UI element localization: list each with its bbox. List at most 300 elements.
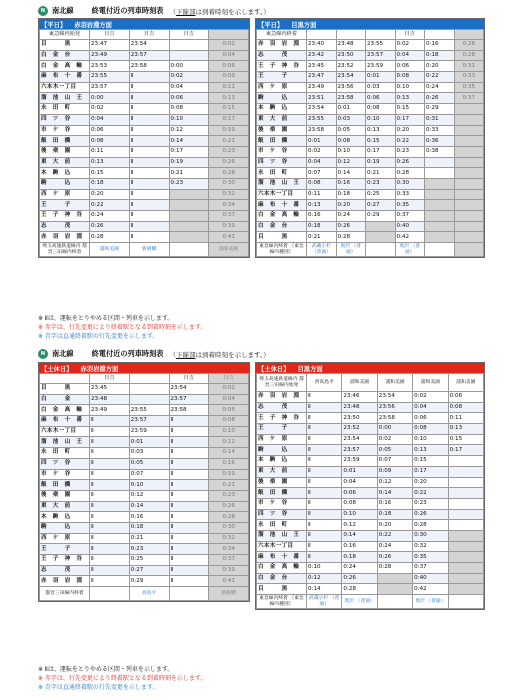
departure-time: 0:28	[90, 232, 130, 243]
departure-time: 0:12	[129, 490, 169, 501]
header-cell: 東急線内終着	[257, 30, 307, 40]
departure-time	[169, 211, 209, 222]
departure-time: 0:04	[307, 157, 337, 168]
table-row	[40, 437, 249, 448]
terminal-cell: 武蔵小杉 （普通）	[307, 243, 337, 257]
departure-time: 0:18	[425, 50, 455, 61]
day-type-label: 【平日】	[258, 21, 284, 29]
header-cell: 日吉	[90, 374, 130, 384]
departure-time: 0:15	[413, 456, 448, 467]
departure-time: 23:54	[307, 104, 337, 115]
departure-time: 0:14	[377, 488, 412, 499]
departure-time	[454, 146, 484, 157]
departure-time: Ⅱ	[169, 480, 209, 491]
station-name: 六本木一丁目	[40, 426, 90, 437]
table-row	[257, 114, 484, 125]
departure-time	[366, 232, 396, 243]
station-name: 永 田 町	[257, 520, 307, 531]
departure-time: 0:21	[307, 232, 337, 243]
station-name: 六本木一丁目	[40, 82, 90, 93]
departure-time	[454, 211, 484, 222]
station-name: 東 大 前	[40, 501, 90, 512]
station-name: 溜 池 山 王	[40, 437, 90, 448]
departure-time: Ⅱ	[307, 488, 342, 499]
departure-time	[454, 168, 484, 179]
departure-time: 0:16	[307, 211, 337, 222]
departure-time: 0:18	[129, 522, 169, 533]
table-row	[40, 125, 249, 136]
departure-time: 23:57	[366, 50, 396, 61]
departure-time: 0:07	[377, 456, 412, 467]
departure-time: 23:56	[377, 402, 412, 413]
terminal-row	[257, 243, 484, 257]
notes-weekday	[38, 314, 206, 341]
departure-time: Ⅱ	[169, 544, 209, 555]
timetable	[39, 373, 249, 601]
departure-time: 0:37	[395, 211, 425, 222]
departure-time: 0:26	[209, 157, 249, 168]
departure-time	[454, 200, 484, 211]
departure-time: Ⅱ	[129, 232, 169, 243]
departure-time: Ⅱ	[307, 509, 342, 520]
departure-time: 0:26	[336, 221, 366, 232]
station-name: 飯 田 橋	[40, 136, 90, 147]
departure-time: 0:02	[413, 392, 448, 403]
note-line: ※ 青字は直通終着駅の行先変更を示します。	[38, 333, 159, 340]
terminal-cell	[169, 587, 209, 601]
station-name: 目 黒	[40, 384, 90, 395]
terminal-row	[40, 587, 249, 601]
departure-time: 23:49	[90, 50, 130, 61]
station-name: 白 金 高 輪	[40, 61, 90, 72]
departure-time	[448, 520, 483, 531]
departure-time: 0:20	[377, 520, 412, 531]
terminal-cell: 東急線内終着 （東急線内種別）	[257, 243, 307, 257]
departure-time: 0:11	[209, 82, 249, 93]
departure-time: 23:46	[342, 392, 377, 403]
departure-time: 0:39	[209, 221, 249, 232]
departure-time: 0:26	[342, 573, 377, 584]
departure-time: 0:09	[209, 72, 249, 83]
station-name: 四 ツ 谷	[257, 157, 307, 168]
table-row	[257, 456, 484, 467]
departure-time: 23:50	[336, 50, 366, 61]
departure-time: Ⅱ	[129, 72, 169, 83]
terminal-cell: 新板橋	[129, 243, 169, 257]
departure-time: 0:19	[366, 157, 396, 168]
departure-time: 23:48	[90, 394, 130, 405]
departure-time: 0:33	[395, 189, 425, 200]
departure-time	[454, 104, 484, 115]
departure-time	[448, 456, 483, 467]
departure-time: 0:06	[209, 61, 249, 72]
table-row	[40, 565, 249, 576]
departure-time: 0:27	[129, 565, 169, 576]
departure-time: 0:05	[336, 125, 366, 136]
departure-time: 0:37	[209, 555, 249, 566]
table-row	[40, 200, 249, 211]
departure-time: 0:30	[209, 178, 249, 189]
departure-time: 0:04	[342, 477, 377, 488]
departure-time: 0:24	[342, 563, 377, 574]
departure-time: 0:28	[377, 563, 412, 574]
station-name: 四 ツ 谷	[257, 509, 307, 520]
departure-time: 0:19	[169, 157, 209, 168]
departure-time: 0:16	[336, 178, 366, 189]
departure-time: 0:08	[413, 424, 448, 435]
table-row	[257, 104, 484, 115]
table-row	[40, 458, 249, 469]
departure-time: 0:15	[209, 104, 249, 115]
departure-time: Ⅱ	[169, 469, 209, 480]
departure-time: 23:49	[90, 405, 130, 416]
station-name: 王 子 神 谷	[257, 413, 307, 424]
departure-time: 0:25	[129, 555, 169, 566]
station-name: 西 ケ 原	[40, 189, 90, 200]
departure-time: 0:30	[395, 178, 425, 189]
departure-time: 0:17	[209, 114, 249, 125]
departure-time: 0:34	[209, 200, 249, 211]
table-row	[257, 221, 484, 232]
departure-time: 0:06	[366, 93, 396, 104]
departure-time: Ⅱ	[307, 445, 342, 456]
departure-time: 0:10	[169, 114, 209, 125]
departure-time: 0:29	[425, 104, 455, 115]
departure-time: 0:08	[395, 72, 425, 83]
departure-time: Ⅱ	[129, 200, 169, 211]
departure-time: 23:49	[307, 82, 337, 93]
station-name: 赤 羽 岩 淵	[257, 40, 307, 51]
departure-time: 0:24	[425, 82, 455, 93]
station-name: 王 子	[257, 424, 307, 435]
table-row	[40, 168, 249, 179]
header-cell	[209, 30, 249, 40]
line-name: 南北線	[52, 6, 74, 15]
departure-time: 23:56	[336, 82, 366, 93]
departure-time	[425, 189, 455, 200]
direction-label: 目黒方面	[291, 21, 317, 29]
departure-time: 23:54	[129, 40, 169, 51]
departure-time: 23:40	[307, 40, 337, 51]
departure-time: 0:15	[90, 168, 130, 179]
panel-weekday-meguro	[255, 18, 485, 258]
departure-time: 23:48	[342, 402, 377, 413]
station-name: 志 茂	[40, 221, 90, 232]
departure-time: 0:41	[209, 232, 249, 243]
table-row	[257, 40, 484, 51]
departure-time: 0:15	[366, 136, 396, 147]
header-cell	[129, 374, 169, 384]
departure-time: 0:12	[307, 573, 342, 584]
departure-time: 0:36	[425, 136, 455, 147]
departure-time: 0:28	[413, 520, 448, 531]
terminal-cell: 高島平	[129, 587, 169, 601]
departure-time	[425, 200, 455, 211]
station-name: 後 楽 園	[40, 146, 90, 157]
departure-time: 23:57	[90, 82, 130, 93]
departure-time: 0:35	[413, 552, 448, 563]
departure-time: 0:05	[209, 405, 249, 416]
departure-time: Ⅱ	[307, 552, 342, 563]
departure-time	[454, 232, 484, 243]
table-row	[257, 125, 484, 136]
departure-time	[448, 584, 483, 595]
departure-time: Ⅱ	[129, 178, 169, 189]
table-row	[257, 530, 484, 541]
departure-time: 0:12	[377, 477, 412, 488]
departure-time: Ⅱ	[307, 413, 342, 424]
terminal-cell	[454, 243, 484, 257]
station-name: 志 茂	[40, 565, 90, 576]
departure-time: 0:20	[336, 200, 366, 211]
departure-time: 0:02	[169, 72, 209, 83]
header-cell: 浦和美園	[342, 374, 377, 392]
departure-time: 0:04	[413, 402, 448, 413]
departure-time: 0:23	[129, 544, 169, 555]
departure-time: 0:08	[342, 498, 377, 509]
departure-time: 0:13	[395, 93, 425, 104]
departure-time: 0:24	[377, 541, 412, 552]
station-name: 白 金 高 輪	[40, 405, 90, 416]
departure-time: 0:06	[395, 61, 425, 72]
departure-time: Ⅱ	[90, 469, 130, 480]
table-row	[40, 157, 249, 168]
departure-time: 0:20	[413, 477, 448, 488]
station-name: 赤 羽 岩 淵	[257, 392, 307, 403]
table-row	[40, 480, 249, 491]
departure-time: 0:29	[129, 576, 169, 587]
departure-time	[169, 50, 209, 61]
station-name: 六本木一丁目	[257, 189, 307, 200]
departure-time: 0:06	[342, 488, 377, 499]
departure-time	[366, 221, 396, 232]
departure-time: 0:02	[395, 40, 425, 51]
departure-time	[448, 552, 483, 563]
departure-time: 0:37	[209, 211, 249, 222]
station-name: 駒 込	[257, 93, 307, 104]
table-row	[257, 563, 484, 574]
table-row	[40, 40, 249, 51]
departure-time: 0:10	[395, 82, 425, 93]
table-row	[40, 50, 249, 61]
station-name: 王 子 神 谷	[40, 555, 90, 566]
departure-time: 0:00	[169, 61, 209, 72]
departure-time: 23:42	[307, 50, 337, 61]
header-cell: 日吉	[169, 30, 209, 40]
table-row	[257, 157, 484, 168]
departure-time: 23:54	[169, 384, 209, 395]
departure-time	[454, 157, 484, 168]
departure-time: 0:23	[395, 146, 425, 157]
station-name: 本 駒 込	[40, 168, 90, 179]
table-row	[257, 584, 484, 595]
departure-time: 0:26	[90, 221, 130, 232]
departure-time: Ⅱ	[90, 490, 130, 501]
departure-time: 0:06	[413, 413, 448, 424]
departure-time: Ⅱ	[169, 533, 209, 544]
terminal-cell	[425, 243, 455, 257]
table-row	[40, 533, 249, 544]
table-row	[257, 541, 484, 552]
station-name: 白 金 台	[257, 573, 307, 584]
header-cell: 日吉	[90, 30, 130, 40]
note-line: ※ 赤字は、行先変更により終着駅となる到着時刻を示します。	[38, 324, 207, 331]
departure-time: 0:14	[129, 501, 169, 512]
departure-time: Ⅱ	[307, 434, 342, 445]
table-row	[257, 82, 484, 93]
departure-time: 0:28	[209, 512, 249, 523]
departure-time: 0:02	[307, 146, 337, 157]
departure-time: Ⅱ	[129, 146, 169, 157]
departure-time: 0:18	[307, 221, 337, 232]
table-row	[40, 211, 249, 222]
departure-time: 0:04	[395, 50, 425, 61]
departure-time: 0:08	[336, 136, 366, 147]
departure-time	[454, 136, 484, 147]
departure-time: 0:11	[307, 189, 337, 200]
departure-time: 0:40	[395, 221, 425, 232]
departure-time: 0:01	[366, 72, 396, 83]
terminal-row	[257, 595, 484, 609]
terminal-cell: 奥沢 （普通）	[342, 595, 377, 609]
departure-time: 0:29	[366, 211, 396, 222]
departure-time: 0:38	[425, 146, 455, 157]
departure-time: 0:23	[209, 146, 249, 157]
departure-time: 0:23	[413, 498, 448, 509]
table-row	[40, 82, 249, 93]
header-row	[257, 30, 484, 40]
departure-time: Ⅱ	[307, 520, 342, 531]
departure-time: 0:26	[425, 93, 455, 104]
terminal-cell	[169, 243, 209, 257]
departure-time: Ⅱ	[90, 555, 130, 566]
departure-time: 0:01	[129, 437, 169, 448]
departure-time: 0:01	[336, 104, 366, 115]
departure-time: Ⅱ	[129, 114, 169, 125]
departure-time	[454, 221, 484, 232]
departure-time: 0:12	[336, 157, 366, 168]
table-row	[40, 544, 249, 555]
departure-time: Ⅱ	[90, 522, 130, 533]
departure-time: 0:28	[209, 168, 249, 179]
departure-time: 0:08	[307, 178, 337, 189]
departure-time: Ⅱ	[307, 466, 342, 477]
table-row	[40, 490, 249, 501]
departure-time	[425, 168, 455, 179]
departure-time: Ⅱ	[307, 477, 342, 488]
table-row	[257, 424, 484, 435]
departure-time: 0:14	[169, 136, 209, 147]
header-cell: 日吉	[169, 374, 209, 384]
header-row	[257, 374, 484, 392]
departure-time: 0:23	[366, 178, 396, 189]
departure-time: Ⅱ	[307, 402, 342, 413]
departure-time: 0:07	[307, 168, 337, 179]
station-name: 志 茂	[257, 402, 307, 413]
departure-time: 0:37	[454, 93, 484, 104]
departure-time: 23:45	[90, 384, 130, 395]
departure-time: 23:55	[307, 114, 337, 125]
station-name: 白 金	[40, 394, 90, 405]
terminal-cell: 奥沢 （普通）	[395, 243, 425, 257]
departure-time: 0:06	[169, 93, 209, 104]
departure-time: 0:08	[169, 104, 209, 115]
terminal-cell	[448, 595, 483, 609]
departure-time	[448, 509, 483, 520]
namboku-line-logo: N	[38, 349, 48, 359]
departure-time: Ⅱ	[129, 82, 169, 93]
station-name: 本 駒 込	[257, 456, 307, 467]
departure-time: 23:55	[90, 72, 130, 83]
day-type-label: 【平日】	[41, 21, 67, 29]
terminal-cell	[377, 595, 412, 609]
table-row	[40, 104, 249, 115]
departure-time: 0:20	[90, 189, 130, 200]
table-row	[40, 426, 249, 437]
departure-time: Ⅱ	[90, 533, 130, 544]
departure-time: 0:31	[425, 114, 455, 125]
departure-time: 0:28	[342, 584, 377, 595]
departure-time	[377, 573, 412, 584]
page-heading: 終電付近の列車時刻表	[91, 6, 164, 15]
departure-time: 0:30	[209, 522, 249, 533]
departure-time: 0:03	[366, 82, 396, 93]
terminal-cell: 都営三田線内終着	[40, 587, 90, 601]
station-name: 溜 池 山 王	[40, 93, 90, 104]
departure-time	[448, 498, 483, 509]
table-row	[257, 189, 484, 200]
departure-time: Ⅱ	[129, 168, 169, 179]
header-cell: 日吉	[395, 30, 425, 40]
departure-time: 0:06	[90, 125, 130, 136]
departure-time: 23:58	[129, 61, 169, 72]
departure-time: 0:35	[454, 82, 484, 93]
departure-time: Ⅱ	[90, 437, 130, 448]
header-cell	[307, 30, 337, 40]
departure-time: 0:07	[129, 469, 169, 480]
table-row	[257, 402, 484, 413]
departure-time: 0:30	[413, 530, 448, 541]
header-cell: 浦和美園	[413, 374, 448, 392]
departure-time: 0:24	[90, 211, 130, 222]
station-name: 赤 羽 岩 淵	[40, 232, 90, 243]
departure-time: Ⅱ	[169, 522, 209, 533]
departure-time: 23:54	[377, 392, 412, 403]
departure-time: 0:17	[448, 445, 483, 456]
departure-time: Ⅱ	[90, 512, 130, 523]
table-row	[40, 146, 249, 157]
departure-time	[425, 157, 455, 168]
note-line: ※ Ⅱは、運転をとりやめる区間・列車を示します。	[38, 315, 174, 322]
namboku-line-logo: N	[38, 6, 48, 16]
departure-time	[448, 466, 483, 477]
terminal-cell: 埼玉高速鉄道線内 都営三田線内終着	[40, 243, 90, 257]
header-cell: 日吉	[129, 30, 169, 40]
title-holiday	[38, 348, 270, 360]
departure-time: 0:11	[448, 413, 483, 424]
departure-time: 23:55	[129, 405, 169, 416]
departure-time: 0:11	[90, 146, 130, 157]
departure-time: 0:05	[129, 458, 169, 469]
departure-time: 0:17	[366, 146, 396, 157]
departure-time: 0:15	[448, 434, 483, 445]
table-row	[40, 448, 249, 459]
departure-time: Ⅱ	[90, 576, 130, 587]
departure-time: 0:13	[448, 424, 483, 435]
terminal-cell: 東急線内終着 （東急線内種別）	[257, 595, 307, 609]
station-name: 王 子	[257, 72, 307, 83]
departure-time: 0:18	[336, 189, 366, 200]
